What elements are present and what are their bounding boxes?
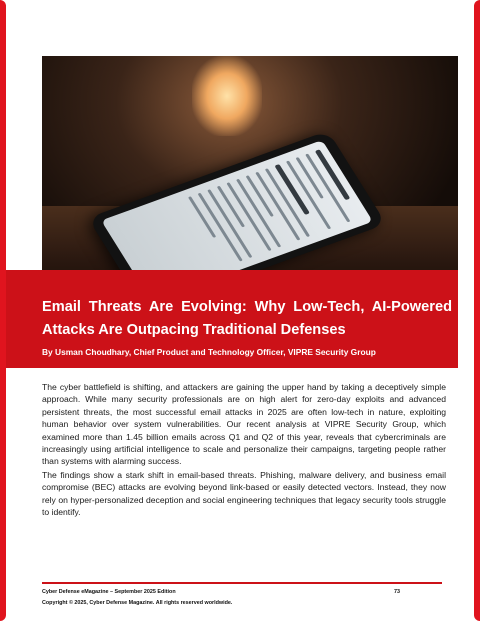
article-paragraph: The cyber battlefield is shifting, and attackers are gaining the upper hand by taking a deceptively simple approach. While many security professionals are on high alert for zero-day exploits and advanced persistent threats, the most successful email attacks in 2025 are often low-tech in nature, exploiting human behavior over system vulnerabilities. Our recent analysis at VIPRE Security Group, which examined more than 1.45 billion emails across Q1 and Q2 of this year, reveals that cybercriminals are increasingly using artificial intelligence to scale and personalize their campaigns, targeting people rather than systems with alarming success. [42,382,446,467]
article-paragraph: The findings show a stark shift in email-based threats. Phishing, malware delivery, and business email compromise (BEC) attacks are evolving beyond link-based or easily detected vectors. Instead, they now rely on hyper-personalized deception and social engineering techniques that legacy security tools struggle to identify. [42,470,446,518]
candle-glow [192,56,262,136]
hero-photo-phone-email [42,56,458,288]
article-title: Email Threats Are Evolving: Why Low-Tech, AI-Powered Attacks Are Outpacing Traditional Defenses [42,299,452,338]
right-red-edge-bar [474,0,480,621]
page-number: 73 [394,589,400,595]
footer-divider [42,582,442,584]
footer-copyright: Copyright © 2025, Cyber Defense Magazine. All rights reserved worldwide. [42,600,233,606]
footer-edition: Cyber Defense eMagazine – September 2025 Edition [42,589,176,595]
article-byline: By Usman Choudhary, Chief Product and Technology Officer, VIPRE Security Group [42,347,376,357]
